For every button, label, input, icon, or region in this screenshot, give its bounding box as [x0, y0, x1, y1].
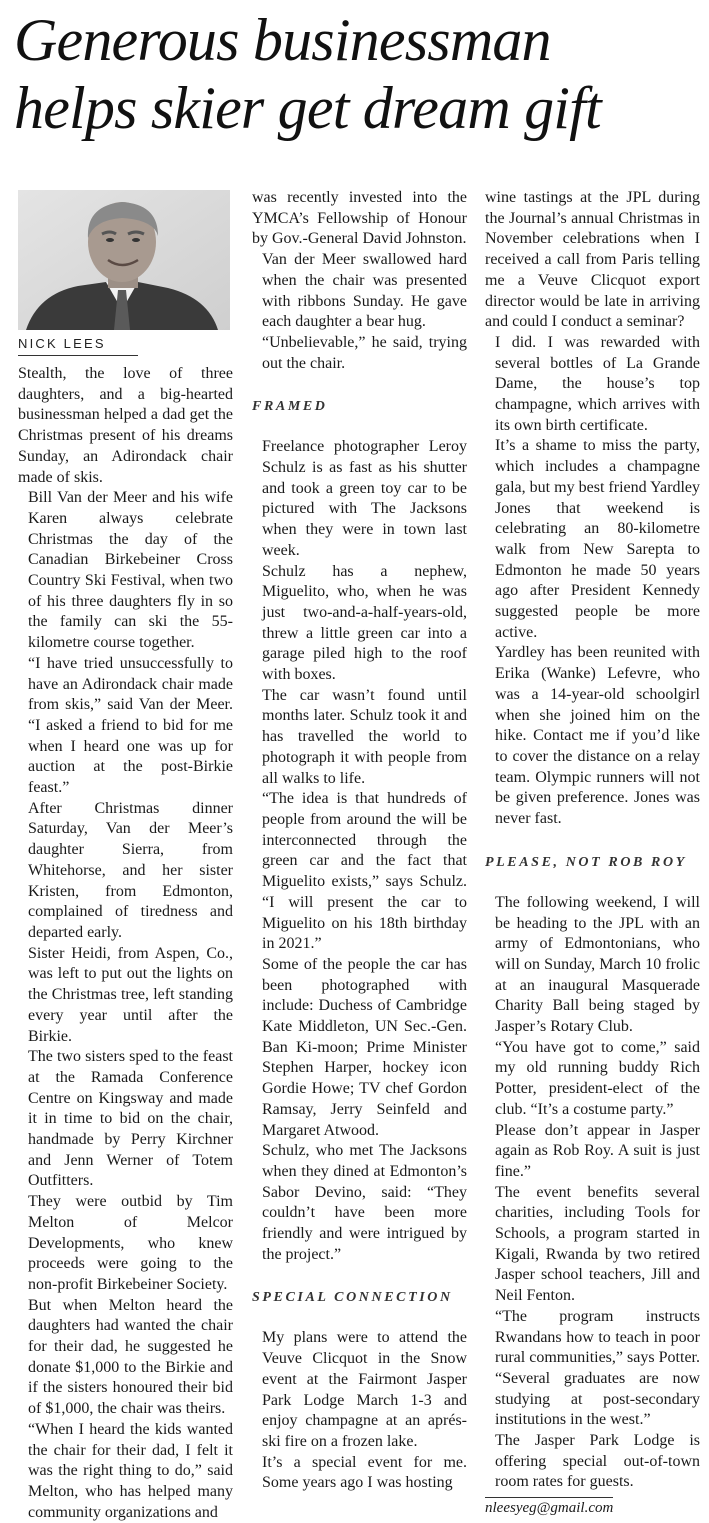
headline-line-1: Generous businessman: [14, 7, 551, 73]
column-2-text-after: [252, 1328, 467, 1494]
paragraph: Schulz, who met The Jacksons when they dined at Edmonton’s Sabor Devino, said: “They couldn’t have been more friendly and were intrigued by the project.”: [262, 1142, 467, 1263]
paragraph: “Unbelievable,” he said, trying out the chair.: [262, 333, 467, 372]
column-2-text-middle: [252, 437, 467, 1265]
paragraph: Some of the people the car has been photographed with include: Duchess of Cambridge Kate Middleton, UN Sec.-Gen. Ban Ki-moon; Prime Minister Stephen Harper, hockey icon Gordie Howe; TV chef Gordon Ramsay, Jerry Seinfeld and Margaret Atwood.: [262, 955, 467, 1139]
paragraph: It’s a special event for me. Some years ago I was hosting: [262, 1453, 467, 1492]
paragraph: Freelance photographer Leroy Schulz is as fast as his shutter and took a green toy car to be pictured with The Jacksons when they were in town last week.: [262, 438, 467, 559]
paragraph: “You have got to come,” said my old running buddy Rich Potter, president-elect of the club. “It’s a costume party.”: [495, 1038, 700, 1118]
column-3-text-after: [485, 893, 700, 1493]
paragraph: The two sisters sped to the feast at the Ramada Conference Centre on Kingsway and made it in time to bid on the chair, handmade by Perry Kirchner and Jenn Werner of Totem Outfitters.: [28, 1048, 233, 1190]
headline-line-2: helps skier get dream gift: [14, 75, 601, 141]
column-2: [252, 188, 467, 1494]
subhead-framed: FRAMED: [252, 399, 328, 415]
paragraph: “The program instructs Rwandans how to teach in poor rural communities,” says Potter. “Several graduates are now studying at post-secondary institutions in the west.”: [495, 1307, 700, 1429]
column-3: [485, 188, 700, 1517]
paragraph: But when Melton heard the daughters had wanted the chair for their dad, he suggested he donate $1,000 to the Birkie and if the sisters honoured their bid of $1,000, the chair was theirs.: [28, 1296, 233, 1418]
paragraph: I did. I was rewarded with several bottles of La Grande Dame, the house’s top champagne, which arrives with its own birth certificate.: [495, 333, 700, 434]
paragraph: Schulz has a nephew, Miguelito, who, when he was just two-and-a-half-years-old, threw a little green car into a garage piled high to the roof with boxes.: [262, 562, 467, 684]
paragraph: It’s a shame to miss the party, which includes a champagne gala, but my best friend Yardley Jones that weekend is celebrating an 80-kilometre walk from New Sarepta to Edmonton he made 50 years ago after President Kennedy suggested people be more active.: [495, 437, 700, 641]
paragraph: The Jasper Park Lodge is offering special out-of-town room rates for guests.: [495, 1432, 700, 1491]
paragraph: was recently invested into the YMCA’s Fellowship of Honour by Gov.-General David Johnston.: [252, 189, 467, 248]
column-2-text: [252, 188, 467, 374]
paragraph: “I have tried unsuccessfully to have an Adirondack chair made from skis,” said Van der Meer. “I asked a friend to bid for me when I heard one was up for auction at the post-Birkie feast.”: [28, 654, 233, 797]
paragraph: Van der Meer swallowed hard when the chair was presented with ribbons Sunday. He gave each daughter a bear hug.: [262, 251, 467, 331]
paragraph: Stealth, the love of three daughters, and a big-hearted businessman helped a dad get the Christmas present of his dreams Sunday, an Adirondack chair made of skis.: [18, 365, 233, 486]
subhead-special-connection: SPECIAL CONNECTION: [252, 1290, 453, 1306]
paragraph: wine tastings at the JPL during the Journal’s annual Christmas in November celebrations when I received a call from Paris telling me a Veuve Clicquot export director would be late in arriving and could I conduct a seminar?: [485, 189, 700, 331]
paragraph: The following weekend, I will be heading to the JPL with an army of Edmontonians, who will on Sunday, March 10 frolic at an inaugural Masquerade Charity Ball being staged by Jasper’s Rotary Club.: [495, 893, 700, 1036]
author-email[interactable]: nleesyeg@gmail.com: [485, 1497, 613, 1517]
column-3-text: [485, 188, 700, 830]
byline: NICK LEES: [18, 330, 138, 356]
portrait-image: [18, 190, 230, 330]
paragraph: Yardley has been reunited with Erika (Wanke) Lefevre, who was a 14-year-old schoolgirl when she joined him on the hike. Contact me if you’d like to cover the distance on a relay team. Olympic runners will not be given preference. Jones was never fast.: [495, 644, 700, 828]
headline: [14, 6, 704, 142]
paragraph: “When I heard the kids wanted the chair for their dad, I felt it was the right thing to do,” said Melton, who has helped many community organizations and: [28, 1420, 233, 1521]
paragraph: The car wasn’t found until months later. Schulz took it and has travelled the world to photograph it with people from all walks to life.: [262, 686, 467, 787]
paragraph: They were outbid by Tim Melton of Melcor Developments, who knew proceeds were going to the non-profit Birkebeiner Society.: [28, 1193, 233, 1293]
paragraph: Sister Heidi, from Aspen, Co., was left to put out the lights on the Christmas tree, left standing every year until after the Birkie.: [28, 944, 233, 1045]
subhead-please-not-rob-roy: PLEASE, NOT ROB ROY: [485, 854, 687, 870]
paragraph: My plans were to attend the Veuve Clicquot in the Snow event at the Fairmont Jasper Park Lodge March 1-3 and enjoy champagne at an aprés-ski fire on a frozen lake.: [262, 1329, 467, 1450]
paragraph: Bill Van der Meer and his wife Karen always celebrate Christmas the day of the Canadian Birkebeiner Cross Country Ski Festival, when two of his three daughters fly in so the family can ski the 55-kilometre course together.: [28, 489, 233, 652]
columnist-photo: [18, 190, 230, 330]
paragraph: The event benefits several charities, including Tools for Schools, a program started in Kigali, Rwanda by two retired Jasper school teachers, Jill and Neil Fenton.: [495, 1183, 700, 1305]
column-1-text: [18, 364, 233, 1523]
column-1: [18, 190, 233, 1523]
paragraph: “The idea is that hundreds of people from around the will be interconnected through the green car and the fact that Miguelito exists,” says Schulz. “I will present the car to Miguelito on his 18th birthday in 2021.”: [262, 790, 467, 953]
paragraph: Please don’t appear in Jasper again as Rob Roy. A suit is just fine.”: [495, 1121, 700, 1180]
paragraph: After Christmas dinner Saturday, Van der Meer’s daughter Sierra, from Whitehorse, and her sister Kristen, from Edmonton, complained of tiredness and departed early.: [28, 799, 233, 941]
